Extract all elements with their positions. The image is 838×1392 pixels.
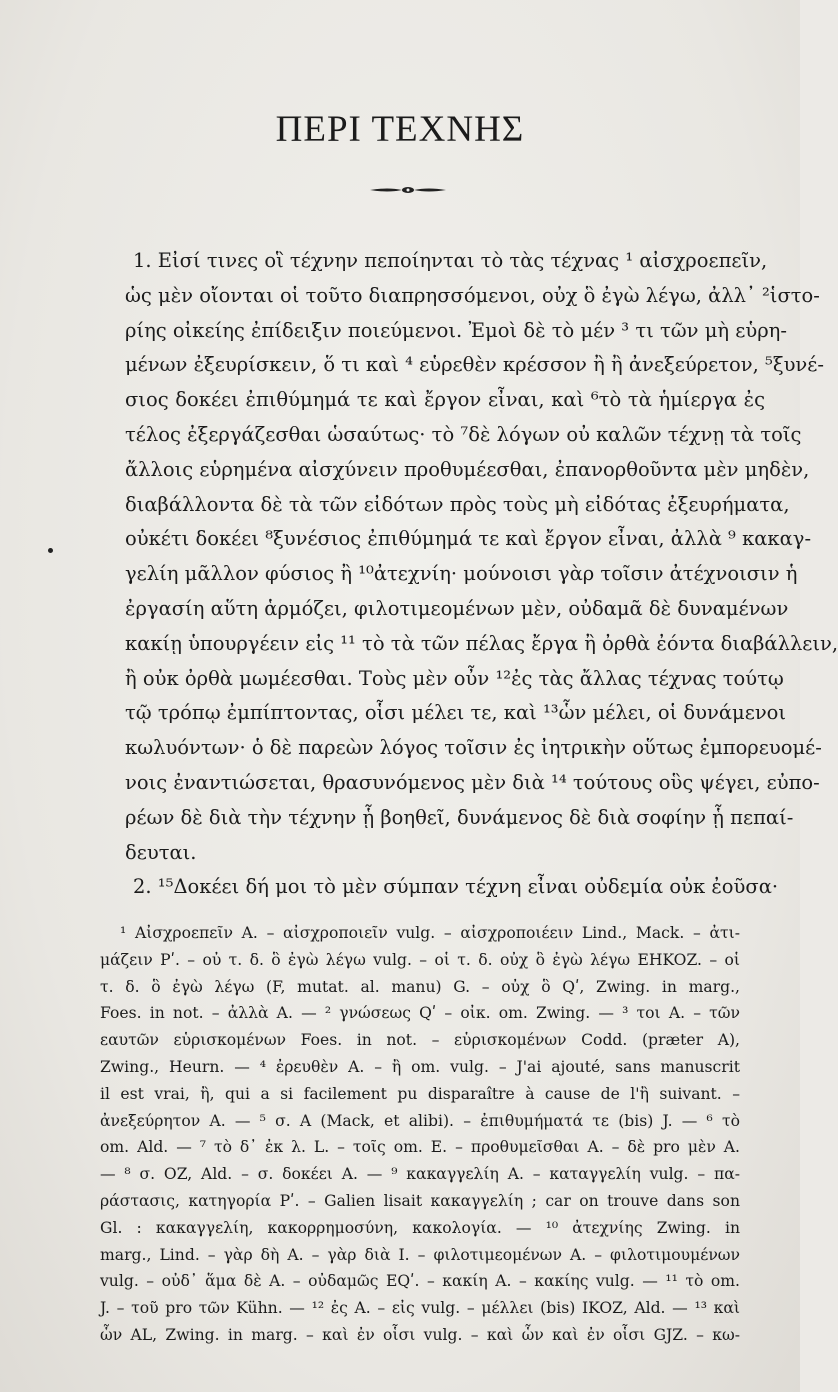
- footnote-line: ὧν AL, Zwing. in marg. – καὶ ἐν οἷσι vulg. – καὶ ὧν καὶ ἐν οἷσι GJZ. – κω-: [100, 1325, 740, 1344]
- footnote-line: ἀνεξεύρητον A. — ⁵ σ. A (Mack, et alibi). – ἐπιθυμήματά τε (bis) J. — ⁶ τὸ: [100, 1111, 740, 1130]
- margin-dot: [48, 548, 53, 553]
- footnote-line: μάζειν Pʹ. – οὐ τ. δ. ὃ ἐγὼ λέγω vulg. – οἱ τ. δ. οὐχ ὃ ἐγὼ λέγω EHKOZ. – οἱ: [100, 950, 740, 969]
- footnote-line: vulg. – οὐδ᾽ ἅμα δὲ A. – οὐδαμῶς EQʹ. – κακίη A. – κακίης vulg. — ¹¹ τὸ om.: [100, 1272, 740, 1291]
- text-line: 1. Εἰσί τινες οἳ τέχνην πεποίηνται τὸ τὰς τέχνας ¹ αἰσχροεπεῖν,: [133, 249, 768, 272]
- footnote-line: εαυτῶν εὑρισκομένων Foes. in not. – εὑρισκομένων Codd. (præter A),: [100, 1031, 740, 1050]
- footnote-line: J. – τοῦ pro τῶν Kühn. — ¹² ἐς A. – εἰς vulg. – μέλλει (bis) IKOZ, Ald. — ¹³ καὶ: [100, 1299, 740, 1318]
- text-line: κωλυόντων· ὁ δὲ παρεὼν λόγος τοῖσιν ἐς ἰητρικὴν οὕτως ἐμπορευομέ-: [125, 736, 822, 760]
- footnote-line: τ. δ. ὃ ἐγὼ λέγω (F, mutat. al. manu) G. – οὐχ ὃ Qʹ, Zwing. in marg.,: [100, 977, 740, 996]
- footnote-line: ράστασις, κατηγορία Pʹ. – Galien lisait κακαγγελίη ; car on trouve dans son: [100, 1191, 740, 1210]
- text-line: ρέων δὲ διὰ τὴν τέχνην ᾗ βοηθεῖ, δυνάμενος δὲ διὰ σοφίην ᾗ πεπαί-: [125, 805, 794, 829]
- text-line: μένων ἐξευρίσκειν, ὅ τι καὶ ⁴ εὑρεθὲν κρέσσον ἢ ἢ ἀνεξεύρετον, ⁵ξυνέ-: [125, 353, 824, 377]
- text-line: νοις ἐναντιώσεται, θρασυνόμενος μὲν διὰ ¹⁴ τούτους οὓς ψέγει, εὐπο-: [125, 770, 820, 794]
- text-line: ὡς μὲν οἴονται οἱ τοῦτο διαπρησσόμενοι, οὐχ ὃ ἐγὼ λέγω, ἀλλ᾽ ²ἱστο-: [125, 283, 820, 307]
- text-line: σιος δοκέει ἐπιθύμημά τε καὶ ἔργον εἶναι, καὶ ⁶τὸ τὰ ἡμίεργα ἐς: [125, 388, 765, 412]
- text-line: ρίης οἰκείης ἐπίδειξιν ποιεύμενοι. Ἐμοὶ δὲ τὸ μέν ³ τι τῶν μὴ εὑρη-: [125, 318, 787, 342]
- text-line: τέλος ἐξεργάζεσθαι ὡσαύτως· τὸ ⁷δὲ λόγων οὐ καλῶν τέχνῃ τὰ τοῖς: [125, 422, 802, 446]
- text-line: κακίῃ ὑπουργέειν εἰς ¹¹ τὸ τὰ τῶν πέλας ἔργα ἢ ὀρθὰ ἐόντα διαβάλλειν,: [125, 631, 838, 655]
- text-line: ἄλλοις εὑρημένα αἰσχύνειν προθυμέεσθαι, ἐπανορθοῦντα μὲν μηδὲν,: [125, 457, 810, 481]
- footnote-line: — ⁸ σ. OZ, Ald. – σ. δοκέει A. — ⁹ κακαγγελίη A. – καταγγελίη vulg. – πα-: [100, 1165, 740, 1184]
- footnote-line: Zwing., Heurn. — ⁴ ἐρευθὲν A. – ἢ om. vulg. – J'ai ajouté, sans manuscrit: [100, 1057, 740, 1076]
- footnote-line: Foes. in not. – ἀλλὰ A. — ² γνώσεως Qʹ – οἰκ. om. Zwing. — ³ τοι A. – τῶν: [100, 1004, 740, 1023]
- text-line: ἐργασίη αὕτη ἁρμόζει, φιλοτιμεομένων μὲν, οὐδαμᾶ δὲ δυναμένων: [125, 596, 789, 620]
- text-line: ἢ οὐκ ὀρθὰ μωμέεσθαι. Τοὺς μὲν οὖν ¹²ἐς τὰς ἄλλας τέχνας τούτῳ: [125, 666, 784, 690]
- text-line: δευται.: [125, 840, 197, 864]
- main-text: [125, 244, 838, 905]
- chapter-title: ΠΕΡΙ ΤΕΧΝΗΣ: [275, 109, 525, 150]
- footnotes: [100, 920, 740, 1349]
- text-line: γελίη μᾶλλον φύσιος ἢ ¹⁰ἀτεχνίη· μούνοισι γὰρ τοῖσιν ἀτέχνοισιν ἡ: [125, 562, 798, 586]
- text-line: τῷ τρόπῳ ἐμπίπτοντας, οἷσι μέλει τε, καὶ ¹³ὧν μέλει, οἱ δυνάμενοι: [125, 701, 787, 725]
- ornament-divider-icon: [368, 180, 448, 200]
- text-line: οὐκέτι δοκέει ⁸ξυνέσιος ἐπιθύμημά τε καὶ ἔργον εἶναι, ἀλλὰ ⁹ κακαγ-: [125, 527, 812, 551]
- footnote-line: Gl. : κακαγγελίη, κακορρημοσύνη, κακολογία. — ¹⁰ ἀτεχνίης Zwing. in: [100, 1218, 740, 1237]
- footnote-line: ¹ Αἰσχροεπεῖν A. – αἰσχροποιεῖν vulg. – αἰσχροποιέειν Lind., Mack. – ἀτι-: [120, 924, 740, 942]
- footnote-line: om. Ald. — ⁷ τὸ δ᾽ ἐκ λ. L. – τοῖς om. E. – προθυμεῖσθαι A. – δὲ pro μὲν A.: [100, 1138, 740, 1157]
- footnote-line: marg., Lind. – γὰρ δὴ A. – γὰρ διὰ I. – φιλοτιμεομένων A. – φιλοτιμουμένων: [100, 1245, 740, 1264]
- text-line: 2. ¹⁵Δοκέει δή μοι τὸ μὲν σύμπαν τέχνη εἶναι οὐδεμία οὐκ ἐοῦσα·: [133, 875, 779, 899]
- footnote-line: il est vrai, ἢ, qui a si facilement pu disparaître à cause de l'ἢ suivant. –: [100, 1084, 740, 1103]
- text-line: διαβάλλοντα δὲ τὰ τῶν εἰδότων πρὸς τοὺς μὴ εἰδότας ἐξευρήματα,: [125, 492, 790, 516]
